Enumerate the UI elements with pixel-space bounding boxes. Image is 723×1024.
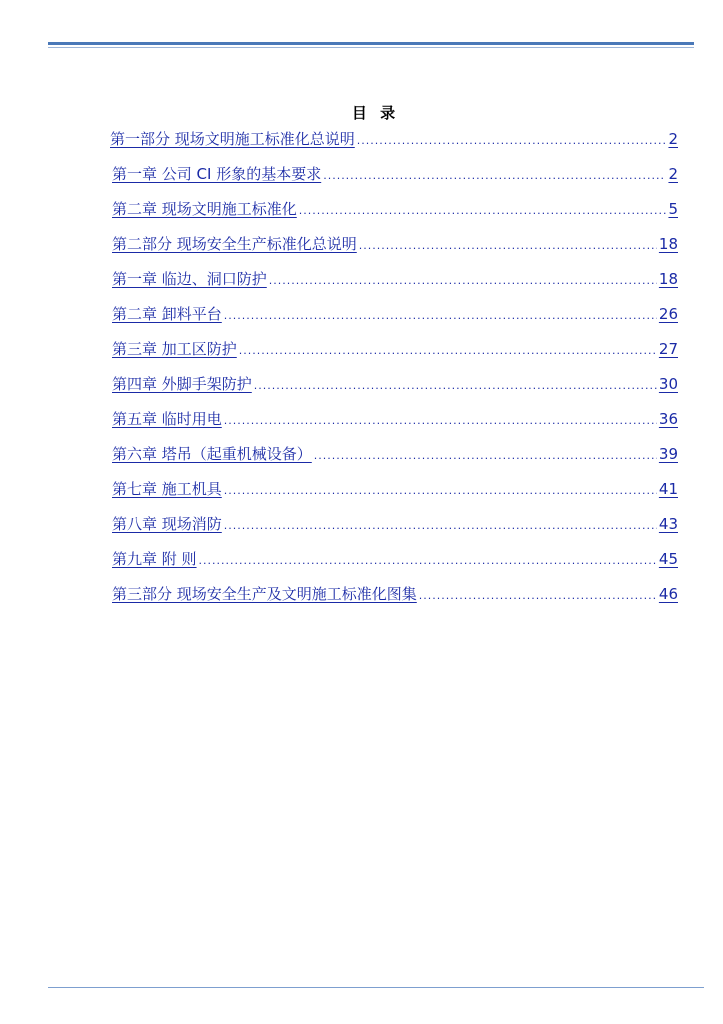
toc-entry-label: 第三章 加工区防护 [112,340,237,358]
toc-leader-dots [224,519,657,532]
toc-leader-dots [359,239,657,252]
toc-entry-label: 第一部分 现场文明施工标准化总说明 [110,130,355,148]
toc-leader-dots [254,379,657,392]
toc-entry-page: 2 [668,130,678,148]
toc-entry-page: 39 [658,445,678,463]
toc-entry-part2-ch4[interactable] [112,371,678,406]
toc-entry-part2-ch2[interactable] [112,301,678,336]
toc-entry-page: 5 [668,200,678,218]
toc-entry-part2-ch5[interactable] [112,406,678,441]
toc-leader-dots [299,204,667,217]
toc-entry-label: 第九章 附 则 [112,550,197,568]
toc-entry-label: 第一章 临边、洞口防护 [112,270,267,288]
table-of-contents [112,126,678,616]
toc-leader-dots [224,309,657,322]
toc-entry-part2-ch3[interactable] [112,336,678,371]
toc-leader-dots [269,274,657,287]
toc-entry-page: 26 [658,305,678,323]
toc-title: 目 录 [351,104,400,122]
toc-entry-label: 第二章 卸料平台 [112,305,222,323]
toc-entry-page: 36 [658,410,678,428]
toc-entry-page: 18 [658,235,678,253]
toc-entry-page: 2 [668,165,678,183]
toc-entry-page: 41 [658,480,678,498]
toc-entry-label: 第八章 现场消防 [112,515,222,533]
header-rule [48,42,694,45]
toc-entry-page: 27 [658,340,678,358]
toc-entry-label: 第一章 公司 CI 形象的基本要求 [112,165,322,183]
toc-entry-part2-ch7[interactable] [112,476,678,511]
footer-rule [48,987,704,988]
toc-leader-dots [224,414,657,427]
toc-entry-part2-ch1[interactable] [112,266,678,301]
toc-entry-label: 第五章 临时用电 [112,410,222,428]
toc-entry-part-3[interactable] [112,581,678,616]
toc-leader-dots [239,344,657,357]
toc-entry-page: 43 [658,515,678,533]
toc-entry-label: 第二章 现场文明施工标准化 [112,200,297,218]
toc-entry-label: 第六章 塔吊（起重机械设备） [112,445,312,463]
toc-entry-part-1[interactable] [110,126,678,161]
toc-entry-part1-ch1[interactable] [112,161,678,196]
toc-entry-page: 30 [658,375,678,393]
toc-entry-label: 第四章 外脚手架防护 [112,375,252,393]
toc-leader-dots [314,449,657,462]
toc-entry-part1-ch2[interactable] [112,196,678,231]
toc-entry-part2-ch8[interactable] [112,511,678,546]
toc-leader-dots [199,554,657,567]
toc-entry-part-2[interactable] [112,231,678,266]
toc-entry-label: 第二部分 现场安全生产标准化总说明 [112,235,357,253]
toc-leader-dots [224,484,657,497]
toc-entry-page: 18 [658,270,678,288]
toc-entry-label: 第三部分 现场安全生产及文明施工标准化图集 [112,585,417,603]
toc-leader-dots [357,134,667,147]
header-rule-thin [48,47,694,48]
toc-entry-page: 45 [658,550,678,568]
toc-entry-page: 46 [658,585,678,603]
toc-leader-dots [323,169,666,182]
toc-leader-dots [419,589,657,602]
toc-entry-part2-ch9[interactable] [112,546,678,581]
toc-entry-part2-ch6[interactable] [112,441,678,476]
toc-entry-label: 第七章 施工机具 [112,480,222,498]
